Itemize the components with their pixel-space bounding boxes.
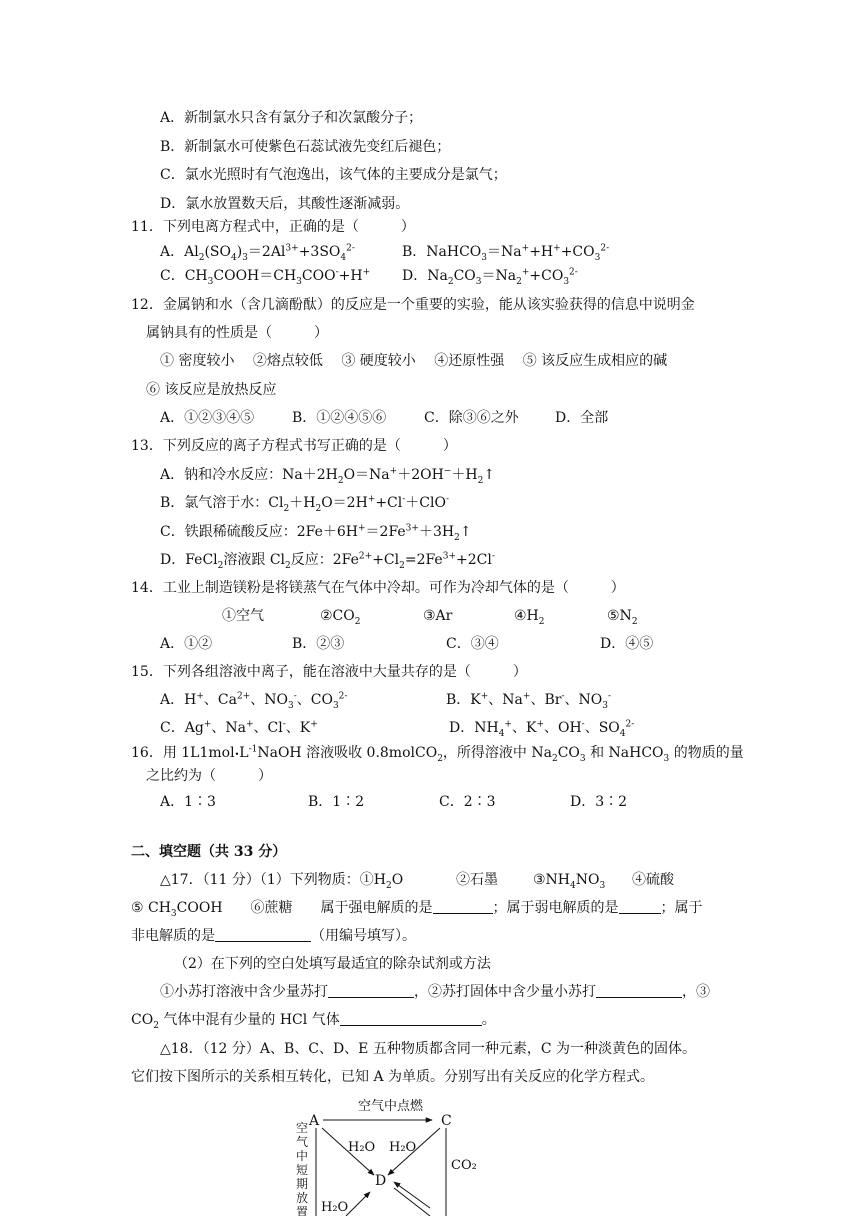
q14-gas-h2-label: ④H	[514, 608, 539, 624]
q13-d-mid: 溶液跟 Cl	[223, 552, 286, 568]
diagram-label-h2o-1: H₂O	[348, 1140, 376, 1155]
q14-option-a: A．①②	[160, 636, 213, 652]
q17-head: △17．（11 分）（1）下列物质：	[160, 872, 360, 888]
q13-d-label2: 反应：	[290, 552, 333, 568]
diagram-label-h2o-3: H₂O	[321, 1200, 349, 1215]
q11-option-b: B．$NaHCO_3=Na^++H^++CO_3^{2-}$	[402, 243, 610, 263]
q15-option-a: A．H+、$Ca^{2+}$、$NO_3^-$、$CO_3^{2-}$	[160, 691, 348, 711]
svg-text:气: 气	[296, 1135, 309, 1149]
q17-fill-note: （用编号填写）。	[311, 928, 416, 944]
q14-gas-n2-label: ⑤N	[607, 608, 632, 624]
q17-tail: ；属于	[660, 900, 703, 916]
q18-line2: 它们按下图所示的关系相互转化，已知 A 为单质。分别写出有关反应的化学方程式。	[131, 1069, 655, 1085]
q15-option-d: D．$NH_4^+$、K+、OH-、$SO_4^{2-}$	[449, 719, 635, 739]
q17-item-nh4no3: $③NH_4NO_3$	[533, 872, 606, 891]
q17-item-sulfuric-acid: ④硫酸	[632, 872, 674, 888]
q17-p2-d: 气体中混有少量的 HCl 气体	[163, 1012, 340, 1028]
q12-option-c: C．除③⑥之外	[424, 410, 519, 426]
q10-option-c: C．氯水光照时有气泡逸出，该气体的主要成分是氯气；	[160, 167, 507, 183]
q11-option-a: A．$Al_2(SO_4)_3=2Al^{3+}+3SO_4^{2-}$	[160, 243, 355, 263]
q14-option-b: B．②③	[292, 636, 345, 652]
diagram-label-vertical	[296, 1120, 308, 1216]
q18-line1: △18．（12 分）A、B、C、D、E 五种物质都含同一种元素，C 为一种淡黄色的固体。	[160, 1041, 697, 1057]
q16-option-a: A．1∶3	[160, 794, 216, 810]
q11-stem: 11．下列电离方程式中，正确的是（ ）	[131, 219, 415, 235]
svg-text:中: 中	[296, 1149, 309, 1163]
diagram-label-top: 空气中点燃	[358, 1099, 424, 1114]
q12-properties-line2: ⑥ 该反应是放热反应	[146, 382, 277, 398]
svg-text:空: 空	[296, 1121, 309, 1135]
q17-nonelec-label: 非电解质的是	[131, 928, 215, 944]
q16-option-b: B．1∶2	[308, 794, 365, 810]
q17-nonelec-blank[interactable]	[215, 927, 311, 942]
diagram-node-c: C	[441, 1113, 452, 1129]
q17-p2-blank2[interactable]	[596, 983, 682, 998]
arrow-d-to-e	[394, 1188, 430, 1216]
q17-p2-a: ①小苏打溶液中含少量苏打	[160, 984, 328, 1000]
q17-item-sucrose: ⑥蔗糖	[250, 900, 293, 916]
svg-text:置: 置	[296, 1205, 309, 1216]
q16-stem-line1: 16．用 $1L1mol•L^{-1}NaOH$ 溶液吸收 0.8molCO$_2$，所得溶液中 $Na_2CO_3$ 和 NaHCO$_3$ 的物质的量	[131, 744, 744, 764]
q13-option-c: C．铁跟稀硫酸反应：$2Fe+6H^+=2Fe^{3+}+3H_2↑$	[160, 523, 472, 543]
q17-p2-blank3[interactable]	[340, 1011, 482, 1026]
q17-strong-blank[interactable]	[433, 899, 493, 914]
q16-option-c: C．2∶3	[439, 794, 496, 810]
q13-option-b: B．氯气溶于水：$Cl_2+H_2O=2H^++Cl^-+ClO^-$	[160, 494, 450, 514]
q14-option-c: C．③④	[446, 636, 499, 652]
q14-option-d: D．④⑤	[600, 636, 654, 652]
q14-gas-ar: ③Ar	[423, 608, 453, 624]
q12-stem-line1: 12．金属钠和水（含几滴酚酞）的反应是一个重要的实验，能从该实验获得的信息中说明金	[131, 297, 695, 313]
arrow-b-to-d	[346, 1192, 370, 1216]
q15-option-c: C．Ag+、Na+、Cl-、K+	[160, 719, 318, 736]
q12-stem-line2: 属钠具有的性质是（ ）	[146, 325, 328, 341]
q10-option-b: B．新制氯水可使紫色石蕊试液先变红后褪色；	[160, 139, 451, 155]
diagram-label-co2: CO₂	[451, 1158, 477, 1173]
q12-option-a: A．①②③④⑤	[160, 410, 255, 426]
q13-a-label: A．钠和冷水反应：	[160, 467, 283, 483]
q15-option-b: B．K+、Na+、Br-、$NO_3^-$	[446, 691, 611, 711]
q17-item-graphite: ②石墨	[456, 872, 498, 888]
svg-text:放: 放	[296, 1191, 309, 1205]
diagram-node-a: A	[309, 1113, 320, 1129]
q14-stem: 14．工业上制造镁粉是将镁蒸气在气体中冷却。可作为冷却气体的是（ ）	[131, 580, 625, 596]
q17-weak-label: ；属于弱电解质的是	[492, 900, 619, 916]
q13-option-d: D．FeCl$_2$溶液跟 $Cl_2$反应：$2Fe^{2+}+Cl_2=2Fe^{3+}+2Cl^-$	[160, 551, 495, 571]
q13-option-a: A．钠和冷水反应：$Na+2H_2O=Na^++2OH^-+H_2↑$	[160, 466, 496, 486]
q16-option-d: D．3∶2	[570, 794, 628, 810]
svg-text:短: 短	[296, 1163, 309, 1177]
q17-p2-c: ，③	[682, 984, 710, 1000]
q13-c-label: C．铁跟稀硫酸反应：	[160, 524, 297, 540]
q12-option-b: B．①②④⑤⑥	[292, 410, 387, 426]
q14-gas-co2: $②CO_2$	[320, 608, 361, 627]
q14-gas-air: ①空气	[222, 608, 264, 624]
q17-p2-b: ，②苏打固体中含少量小苏打	[414, 984, 596, 1000]
q12-properties-line1: ① 密度较小 ②熔点较低 ③ 硬度较小 ④还原性强 ⑤ 该反应生成相应的碱	[160, 353, 668, 369]
diagram-label-h2o-2: H₂O	[389, 1140, 417, 1155]
q17-line1: △17．（11 分）（1）下列物质：$①H_2O$	[160, 872, 404, 891]
section-2-title: 二、填空题（共 33 分）	[131, 844, 287, 860]
q17-part2-line1	[160, 983, 710, 1001]
q16-stem-line2: 之比约为（ ）	[146, 768, 272, 784]
q10-option-a: A．新制氯水只含有氯分子和次氯酸分子；	[160, 110, 423, 126]
q17-p2-end: 。	[481, 1012, 496, 1028]
arrow-e-to-d	[394, 1182, 430, 1208]
q17-line2: ⑤ $CH_3COOH$ ⑥蔗糖 属于强电解质的是 ；属于弱电解质的是 ；属于	[131, 900, 703, 919]
q14-gas-n2: $⑤N_2$	[607, 608, 638, 627]
q17-weak-blank[interactable]	[619, 899, 661, 914]
q12-option-d: D．全部	[555, 410, 609, 426]
q17-part2-intro: （2）在下列的空白处填写最适宜的除杂试剂或方法	[174, 956, 491, 972]
q11-option-d: D．$Na_2CO_3=Na_2^++CO_3^{2-}$	[402, 267, 578, 287]
q17-p2-blank1[interactable]	[328, 983, 414, 998]
q17-part2-line2: $CO_2$ 气体中混有少量的 HCl 气体 。	[131, 1012, 496, 1031]
q13-stem: 13．下列反应的离子方程式书写正确的是（ ）	[131, 438, 457, 454]
q14-gas-co2-label: ②CO	[320, 608, 355, 624]
reaction-diagram	[290, 1092, 490, 1216]
q15-stem: 15．下列各组溶液中离子，能在溶液中大量共存的是（ ）	[131, 664, 527, 680]
diagram-node-d: D	[375, 1173, 387, 1189]
q13-d-label: D．FeCl	[160, 552, 218, 568]
q17-line3	[131, 927, 416, 945]
q11-option-c: C．$CH_3COOH=CH_3COO^-+H^+$	[160, 267, 371, 287]
q14-gas-h2: $④H_2$	[514, 608, 545, 627]
svg-text:期: 期	[296, 1177, 309, 1191]
q10-option-d: D．氯水放置数天后，其酸性逐渐减弱。	[160, 196, 410, 212]
q17-strong-label: 属于强电解质的是	[320, 900, 433, 916]
q13-b-label: B．氯气溶于水：	[160, 495, 269, 511]
